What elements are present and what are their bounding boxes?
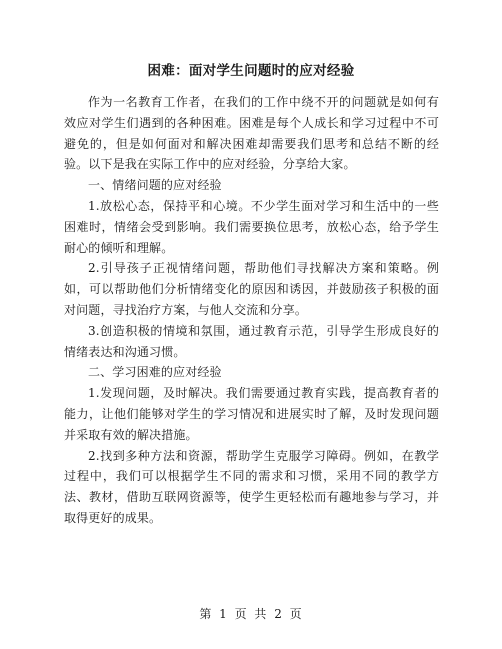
paragraph-learning-1: 1.发现问题，及时解决。我们需要通过教育实践，提高教育者的能力，让他们能够对学生的学习情况和进展实时了解，及时发现问题并采取有效的解决措施。 bbox=[64, 386, 439, 442]
paragraph-emotion-2: 2.引导孩子正视情绪问题，帮助他们寻找解决方案和策略。例如，可以帮助他们分析情绪变化的原因和诱因，并鼓励孩子积极的面对问题，寻找治疗方案，与他人交流和分享。 bbox=[64, 261, 439, 317]
page-number: 第 1 页 共 2 页 bbox=[199, 607, 303, 621]
paragraph-emotion-1: 1.放松心态，保持平和心境。不少学生面对学习和生活中的一些困难时，情绪会受到影响。我们需要换位思考，放松心态，给予学生耐心的倾听和理解。 bbox=[64, 198, 439, 255]
document-body bbox=[64, 92, 439, 529]
intro-paragraph: 作为一名教育工作者，在我们的工作中绕不开的问题就是如何有效应对学生们遇到的各种困难。困难是每个人成长和学习过程中不可避免的，但是如何面对和解决困难却需要我们思考和总结不断的经验。以下是我在实际工作中的应对经验，分享给大家。 bbox=[64, 95, 439, 172]
paragraph-emotion-3: 3.创造积极的情境和氛围，通过教育示范，引导学生形成良好的情绪表达和沟通习惯。 bbox=[64, 323, 439, 359]
section-heading-emotion: 一、情绪问题的应对经验 bbox=[88, 178, 222, 193]
section-heading-learning: 二、学习困难的应对经验 bbox=[88, 365, 222, 380]
paragraph-learning-2: 2.找到多种方法和资源，帮助学生克服学习障碍。例如，在教学过程中，我们可以根据学生不同的需求和习惯，采用不同的教学方法、教材，借助互联网资源等，使学生更轻松而有趣地参与学习，并取得更好的成果。 bbox=[64, 448, 439, 525]
document-title: 困难：面对学生问题时的应对经验 bbox=[147, 63, 355, 79]
